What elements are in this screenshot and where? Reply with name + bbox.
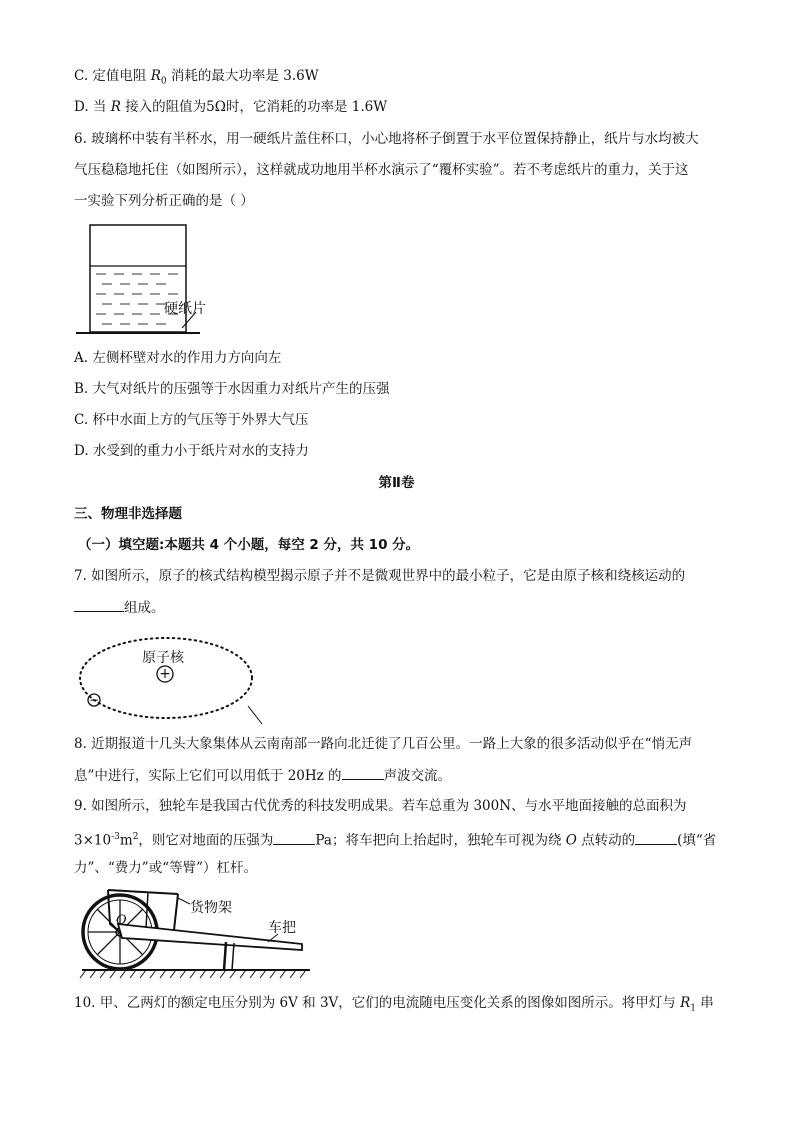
answer-blank[interactable] (635, 830, 677, 845)
electron-minus-sign: − (88, 693, 100, 707)
card-label: 硬纸片 (164, 301, 206, 317)
q6-option-d: D. 水受到的重力小于纸片对水的支持力 (74, 443, 309, 459)
q9-stem-line-2: $3\times 10^{-3}m^2$，则它对地面的压强为 Pa；将车把向上抬起时，独轮车可视为绕 O 点转动的 (填“省 (74, 827, 716, 851)
q6-option-a: A. 左侧杯壁对水的作用力方向向左 (74, 350, 282, 366)
fill-in-section-title: （一）填空题:本题共 4 个小题，每空 2 分，共 10 分。 (78, 537, 420, 553)
q9-stem-line-1: 9. 如图所示，独轮车是我国古代优秀的科技发明成果。若车总重为 300N、与水平地面接触的总面积为 (74, 798, 687, 814)
q6-option-c: C. 杯中水面上方的气压等于外界大气压 (74, 412, 309, 428)
q8-stem-line-2: 息”中进行，实际上它们可以用低于 20Hz 的 声波交流。 (74, 765, 451, 786)
q6-stem-line-3: 一实验下列分析正确的是（ ） (74, 193, 254, 209)
q6-stem-line-1: 6. 玻璃杯中装有半杯水，用一硬纸片盖住杯口，小心地将杯子倒置于水平位置保持静止，纸片与水均被大 (74, 131, 699, 147)
q6-option-b: B. 大气对纸片的压强等于水因重力对纸片产生的压强 (74, 381, 390, 397)
nucleus-plus-sign: + (159, 666, 171, 682)
inverted-cup-diagram (70, 220, 240, 340)
q7-stem-line-1: 7. 如图所示，原子的核式结构模型揭示原子并不是微观世界中的最小粒子，它是由原子核和绕核运动的 (74, 568, 686, 584)
answer-blank[interactable] (342, 765, 384, 780)
part-title: 三、物理非选择题 (74, 506, 182, 522)
q9-stem-line-3: 力”、“费力”或“等臂”）杠杆。 (74, 860, 258, 876)
answer-blank[interactable] (273, 830, 315, 845)
q5-option-d: D. 当 R 接入的阻值为5Ω时，它消耗的功率是 1.6W (74, 99, 388, 115)
cargo-rack-label: 货物架 (190, 900, 232, 916)
answer-blank[interactable] (74, 597, 124, 612)
volume-title: 第Ⅱ卷 (378, 475, 415, 491)
q10-stem-line-1: 10. 甲、乙两灯的额定电压分别为 6V 和 3V，它们的电流随电压变化关系的图像如图所示。将甲灯与 $R_1$ 串 (74, 995, 714, 1014)
q7-stem-line-2: 组成。 (74, 597, 165, 618)
nucleus-label: 原子核 (142, 650, 184, 666)
inverted-cup-figure (70, 220, 240, 340)
q6-stem-line-2: 气压稳稳地托住（如图所示），这样就成功地用半杯水演示了“覆杯实验”。若不考虑纸片的重力，关于这 (74, 162, 689, 178)
q5-option-c: C. 定值电阻 $R_0$ 消耗的最大功率是 3.6W (74, 68, 319, 87)
q8-stem-line-1: 8. 近期报道十几头大象集体从云南南部一路向北迁徙了几百公里。一路上大象的很多活动似乎在“悄无声 (74, 736, 693, 752)
handle-label: 车把 (268, 920, 296, 936)
pivot-point-o-label: O (116, 913, 127, 928)
